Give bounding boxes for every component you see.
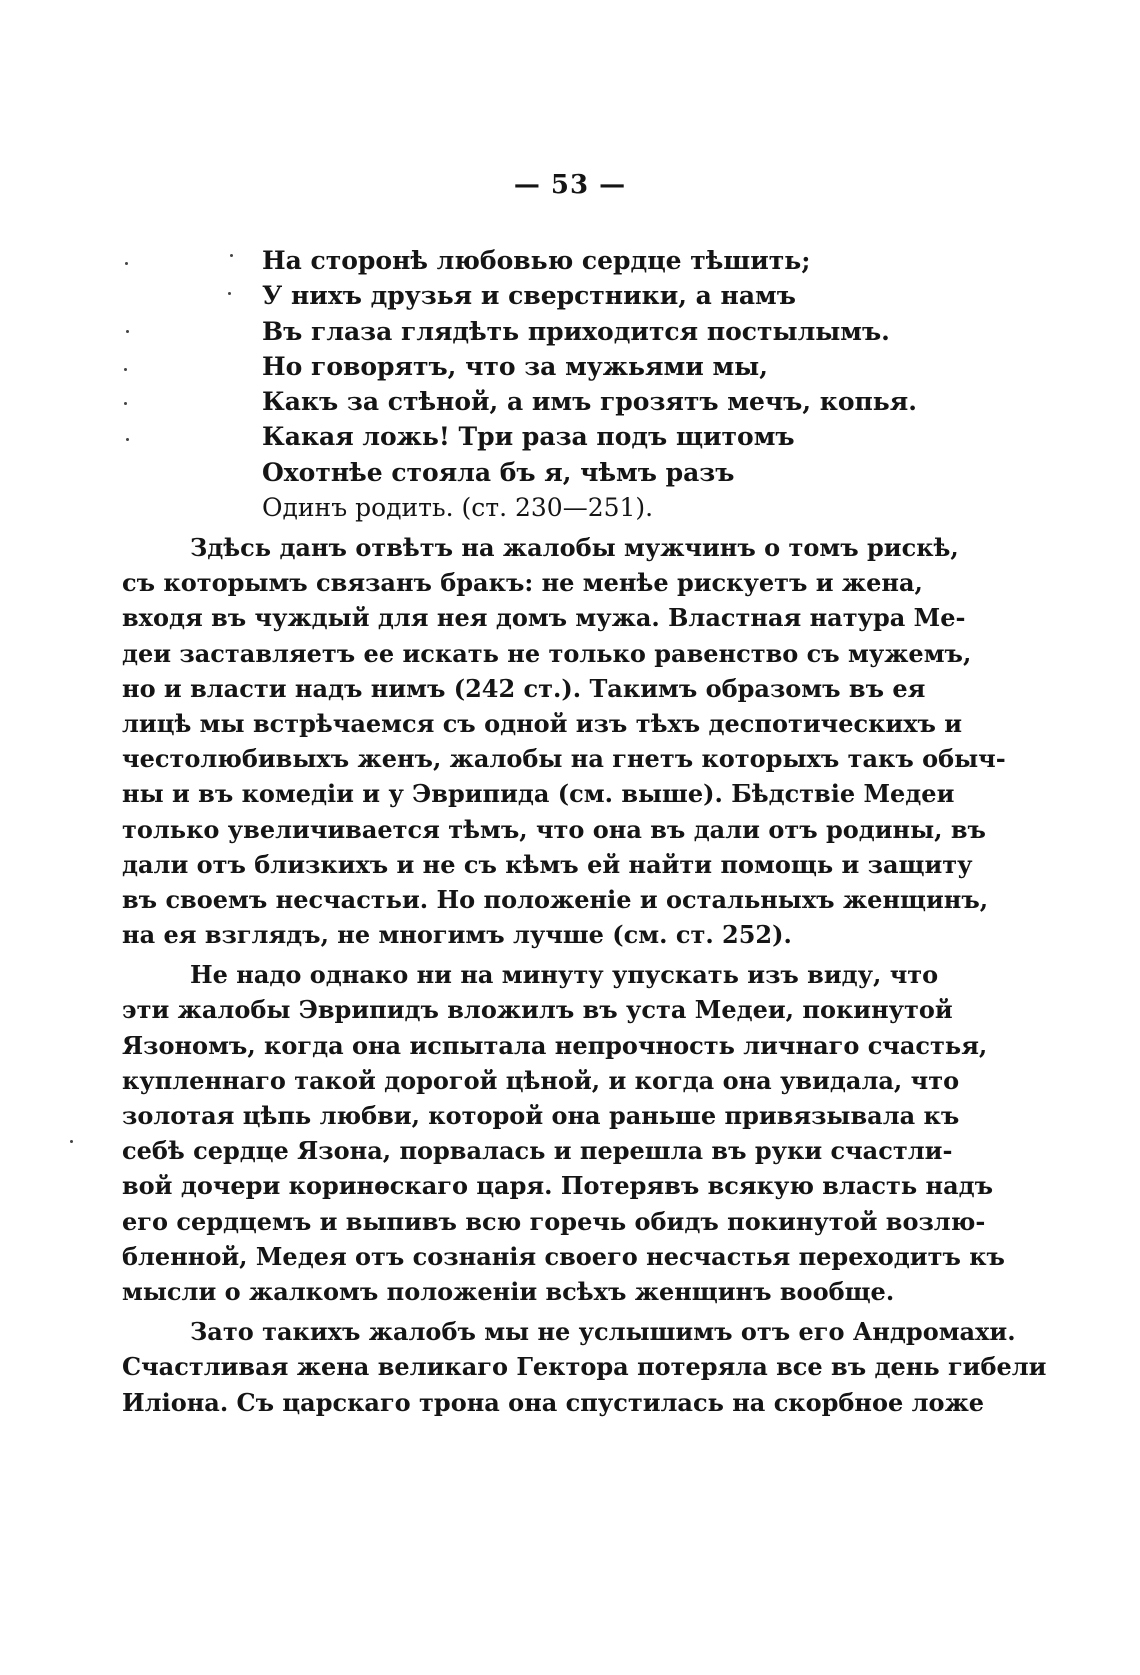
text-line: Зато такихъ жалобъ мы не услышимъ отъ его Андромахи. — [190, 1317, 1016, 1347]
verse-quotation — [262, 243, 917, 525]
scan-speck — [126, 438, 129, 441]
text-line: Счастливая жена великаго Гектора потеряла все въ день гибели — [122, 1352, 1047, 1382]
page-number: — 53 — — [513, 170, 627, 200]
text-line: Не надо однако ни на минуту упускать изъ виду, что — [190, 960, 939, 990]
verse-line: У нихъ друзья и сверстники, а намъ — [262, 281, 796, 311]
text-line: его сердцемъ и выпивъ всю горечь обидъ покинутой возлю- — [122, 1206, 986, 1236]
text-line: но и власти надъ нимъ (242 ст.). Такимъ образомъ въ ея — [122, 673, 926, 703]
text-line: только увеличивается тѣмъ, что она въ дали отъ родины, въ — [122, 814, 986, 844]
text-line: ны и въ комедіи и у Эврипида (см. выше). Бѣдствіе Медеи — [122, 779, 955, 809]
verse-line: Въ глаза глядѣть приходится постылымъ. — [262, 316, 890, 346]
scan-speck — [70, 1140, 73, 1143]
text-line: на ея взглядъ, не многимъ лучше (см. ст. 252). — [122, 920, 792, 950]
text-line: въ своемъ несчастьи. Но положеніе и остальныхъ женщинъ, — [122, 884, 989, 914]
text-line: честолюбивыхъ женъ, жалобы на гнетъ которыхъ такъ обыч- — [122, 744, 1006, 774]
scan-speck — [228, 292, 231, 295]
text-line: себѣ сердце Язона, порвалась и перешла въ руки счастли- — [122, 1136, 953, 1166]
text-line: золотая цѣпь любви, которой она раньше привязывала къ — [122, 1101, 960, 1130]
text-line: съ которымъ связанъ бракъ: не менѣе рискуетъ и жена, — [122, 568, 923, 598]
verse-line: Какъ за стѣной, а имъ грозятъ мечъ, копья. — [262, 387, 917, 417]
verse-line: Какая ложь! Три раза подъ щитомъ — [262, 422, 795, 452]
verse-line: Одинъ родить. (ст. 230—251). — [262, 493, 654, 523]
scan-speck — [124, 402, 127, 405]
text-line: вой дочери коринѳскаго царя. Потерявъ всякую власть надъ — [122, 1171, 994, 1201]
scan-speck — [125, 262, 128, 265]
verse-line: Охотнѣе стояла бъ я, чѣмъ разъ — [262, 457, 735, 487]
text-line: мысли о жалкомъ положеніи всѣхъ женщинъ вообще. — [122, 1276, 895, 1306]
text-line: Язономъ, когда она испытала непрочность личнаго счастья, — [122, 1030, 988, 1060]
paragraph-3 — [122, 1314, 1047, 1420]
verse-line: На сторонѣ любовью сердце тѣшить; — [262, 246, 811, 275]
text-line: лицѣ мы встрѣчаемся съ одной изъ тѣхъ деспотическихъ и — [122, 708, 963, 738]
text-line: бленной, Медея отъ сознанія своего несчастья переходитъ къ — [122, 1241, 1005, 1271]
text-line: купленнаго такой дорогой цѣной, и когда она увидала, что — [122, 1065, 960, 1095]
text-line: эти жалобы Эврипидъ вложилъ въ уста Медеи, покинутой — [122, 995, 953, 1025]
scan-speck — [124, 368, 127, 371]
paragraph-2 — [122, 957, 1005, 1309]
text-line: Иліона. Съ царскаго трона она спустилась на скорбное ложе — [122, 1387, 985, 1417]
scan-speck — [230, 254, 233, 257]
text-line: дали отъ близкихъ и не съ кѣмъ ей найти помощь и защиту — [122, 849, 973, 879]
scan-speck — [126, 330, 129, 333]
prose-body — [122, 530, 1047, 1420]
text-line: входя въ чуждый для нея домъ мужа. Властная натура Ме- — [122, 603, 966, 633]
text-line: Здѣсь данъ отвѣтъ на жалобы мужчинъ о томъ рискѣ, — [190, 533, 959, 562]
paragraph-1 — [122, 530, 1006, 952]
text-line: деи заставляетъ ее искать не только равенство съ мужемъ, — [122, 638, 972, 668]
verse-line: Но говорятъ, что за мужьями мы, — [262, 351, 768, 381]
